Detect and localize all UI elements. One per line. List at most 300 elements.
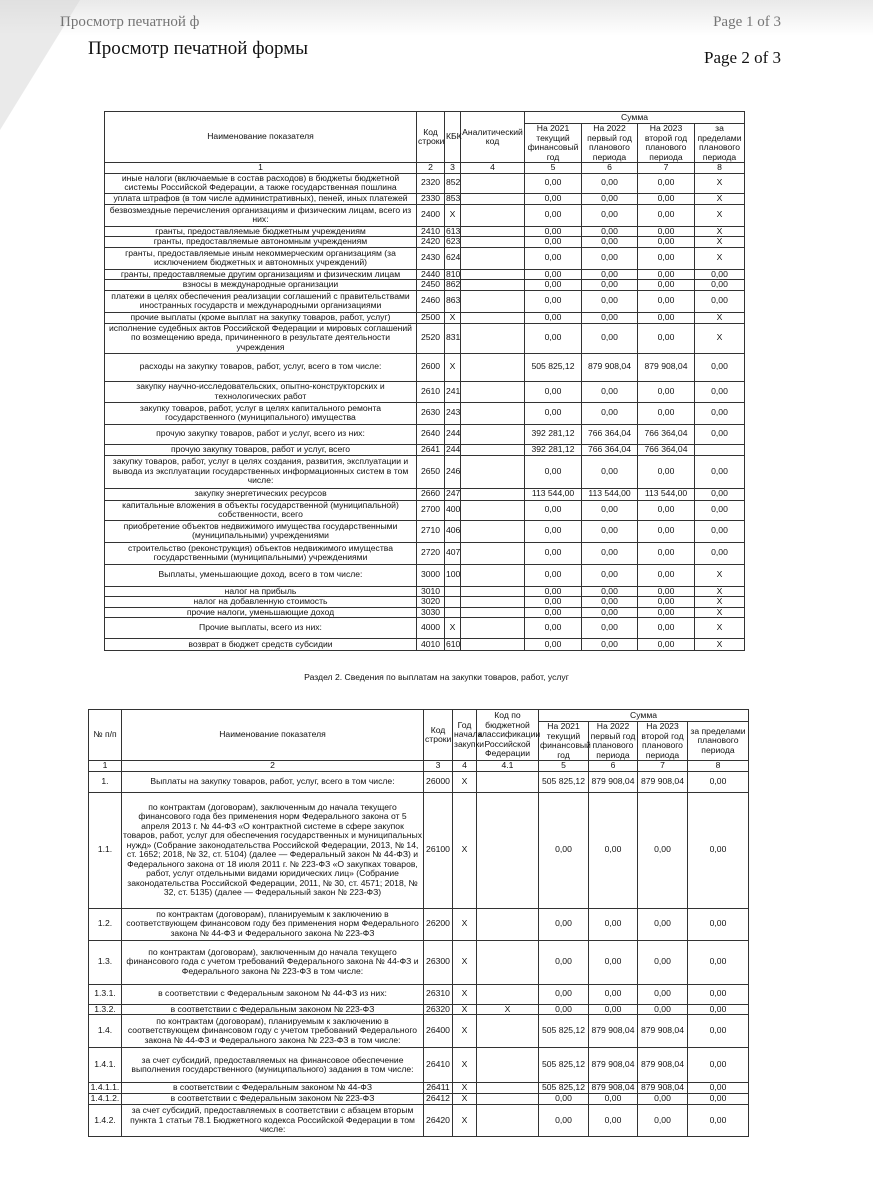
row-value-2023: 0,00 (638, 500, 695, 520)
row-value-2022: 879 908,04 (589, 1048, 638, 1083)
row-value-2023: 879 908,04 (638, 353, 695, 381)
row-value-2022: 879 908,04 (589, 1015, 638, 1048)
table-row (89, 771, 749, 792)
row-value-2021: 505 825,12 (539, 771, 589, 792)
col-header-2022: На 2022 первый год планового периода (589, 722, 638, 761)
row-name: по контрактам (договорам), планируемым к заключению в соответствующем финансовом году без применения норм Федерального закона № 44-ФЗ и Федерального закона № 223-ФЗ (122, 908, 424, 940)
row-kbk: 863 (445, 290, 461, 312)
row-analytic-code (461, 353, 525, 381)
row-value-2021: 0,00 (525, 269, 582, 280)
row-code: 2700 (417, 500, 445, 520)
col-header-analytic: Аналитический код (461, 112, 525, 163)
ghost-title: Просмотр печатной ф (60, 14, 200, 30)
row-analytic-code (461, 444, 525, 455)
row-analytic-code (461, 173, 525, 193)
row-value-2023: 0,00 (638, 312, 695, 323)
row-budget-code (477, 908, 539, 940)
row-code: 26420 (424, 1105, 453, 1137)
row-value-2021: 0,00 (525, 247, 582, 269)
row-kbk: 244 (446, 443, 461, 454)
table-row (89, 1094, 749, 1105)
row-value-2021: 0,00 (525, 586, 582, 597)
col-number: 8 (695, 163, 745, 174)
row-year: X (453, 1105, 477, 1137)
row-analytic-code (461, 488, 525, 500)
row-value-beyond: 0,00 (688, 792, 749, 908)
row-value-2022: 0,00 (582, 312, 638, 323)
col-header-beyond: за пределами планового периода (695, 124, 745, 163)
row-value-2022: 0,00 (589, 908, 638, 940)
row-number: 1.4. (89, 1015, 122, 1048)
row-analytic-code (461, 639, 525, 651)
row-analytic-code (461, 402, 525, 424)
row-value-beyond: X (695, 247, 745, 269)
row-code: 26412 (424, 1094, 453, 1105)
table-row (89, 1048, 749, 1083)
row-value-beyond: 0,00 (695, 500, 745, 520)
row-kbk: 853 (446, 192, 461, 203)
table-row (89, 1105, 749, 1137)
table-row (105, 639, 745, 651)
row-value-beyond: 0,00 (688, 1048, 749, 1083)
row-name: иные налоги (включаемые в состав расходов) в бюджеты бюджетной системы Российской Федерации, а также государственная пошлина (105, 173, 417, 193)
row-name: налог на прибыль (105, 586, 417, 597)
row-value-beyond: 0,00 (688, 1094, 749, 1105)
row-value-2021: 0,00 (525, 564, 582, 586)
row-code: 4000 (417, 618, 445, 639)
row-value-2022: 0,00 (589, 1004, 638, 1015)
row-name: по контрактам (договорам), заключенным до начала текущего финансового года с учетом требований Федерального закона № 44-ФЗ и Федерального закона № 223-ФЗ в том числе: (122, 940, 424, 984)
row-value-2021: 0,00 (525, 607, 582, 618)
row-value-beyond: X (695, 226, 745, 237)
row-value-2022: 0,00 (582, 323, 638, 353)
row-name: исполнение судебных актов Российской Федерации и мировых соглашений по возмещению вреда, причиненного в результате деятельности учреждения (105, 323, 417, 353)
row-value-beyond: 0,00 (695, 381, 745, 402)
row-value-2021: 0,00 (539, 984, 589, 1004)
table-row (105, 290, 745, 312)
row-code: 2640 (417, 424, 445, 444)
row-code: 26320 (424, 1004, 453, 1015)
row-name: капитальные вложения в объекты государственной (муниципальной) собственности, всего (105, 500, 417, 520)
table-row (105, 618, 745, 639)
row-analytic-code (461, 564, 525, 586)
row-value-2022: 0,00 (582, 586, 638, 597)
row-analytic-code (461, 455, 525, 488)
row-value-2023: 0,00 (638, 193, 695, 204)
row-value-2022: 0,00 (582, 618, 638, 639)
row-code: 26400 (424, 1015, 453, 1048)
row-value-2021: 0,00 (525, 381, 582, 402)
col-header-2023: На 2023 второй год планового периода (638, 124, 695, 163)
row-analytic-code (461, 586, 525, 597)
row-number: 1.4.1.1. (89, 1083, 122, 1094)
row-value-2023: 0,00 (638, 564, 695, 586)
col-number: 1 (89, 761, 122, 772)
row-value-beyond: 0,00 (688, 1083, 749, 1094)
row-value-2023: 879 908,04 (638, 1083, 688, 1094)
col-number: 2 (122, 761, 424, 772)
row-value-beyond: 0,00 (688, 984, 749, 1004)
row-value-beyond: X (695, 323, 745, 353)
col-header-kbk: КБК (445, 112, 461, 163)
row-budget-code (477, 792, 539, 908)
row-value-2022: 0,00 (582, 455, 638, 488)
row-code: 2641 (417, 444, 445, 455)
row-value-2021: 113 544,00 (525, 488, 582, 500)
col-number: 4 (453, 761, 477, 772)
table-row (105, 353, 745, 381)
row-kbk: 244 (445, 424, 461, 444)
row-code: 4010 (417, 639, 445, 651)
row-kbk: 243 (445, 402, 461, 424)
col-header-sum: Сумма (525, 112, 745, 124)
row-value-2022: 879 908,04 (582, 353, 638, 381)
row-analytic-code (461, 323, 525, 353)
table-row (89, 940, 749, 984)
col-number: 8 (688, 761, 749, 772)
row-analytic-code (461, 193, 525, 204)
row-kbk: 100 (445, 564, 461, 586)
col-header-2022: На 2022 первый год планового периода (582, 124, 638, 163)
col-number: 7 (638, 163, 695, 174)
row-budget-code: X (477, 1004, 539, 1015)
table-row (89, 1015, 749, 1048)
row-code: 2500 (417, 312, 445, 323)
row-budget-code (477, 1094, 539, 1105)
row-value-2022: 0,00 (582, 639, 638, 651)
row-name: прочие выплаты (кроме выплат на закупку товаров, работ, услуг) (105, 312, 417, 323)
row-name: по контрактам (договорам), планируемым к заключению в соответствующем финансовом году с учетом требований Федерального закона № 44-ФЗ и Федерального закона № 223-ФЗ в том числе: (122, 1015, 424, 1048)
row-value-2023: 0,00 (638, 402, 695, 424)
row-name: гранты, предоставляемые бюджетным учреждениям (105, 226, 417, 237)
row-code: 2710 (417, 520, 445, 542)
row-code: 3020 (417, 597, 445, 608)
row-name: по контрактам (договорам), заключенным до начала текущего финансового года без применения норм Федерального закона от 5 апреля 2013 г. № 44-ФЗ «О контрактной системе в сфере закупок товаров, работ, услуг для обеспечения государственных и муниципальных нужд» (Собрание законодательства Российской Федерации, 2013, № 14, ст. 1652; 2018, № 32, ст. 5104) (далее — Федеральный закон № 44-ФЗ) и Федерального закона от 18 июля 2011 г. № 223-ФЗ «О закупках товаров, работ, услуг отдельными видами юридических лиц» (Собрание законодательства Российской Федерации, 2011, № 30, ст. 4571; 2018, № 32, ст. 5135) (далее — Федеральный закон № 223-ФЗ) (122, 792, 424, 908)
row-kbk (445, 586, 461, 597)
row-value-2021: 0,00 (525, 226, 582, 237)
row-kbk: 831 (445, 323, 461, 353)
row-year: X (453, 1004, 477, 1015)
row-kbk: 852 (445, 173, 461, 193)
row-budget-code (477, 1048, 539, 1083)
row-code: 26410 (424, 1048, 453, 1083)
row-year: X (453, 1094, 477, 1105)
row-value-beyond: X (695, 597, 745, 608)
row-value-2023: 0,00 (638, 940, 688, 984)
row-value-2023: 879 908,04 (638, 1048, 688, 1083)
table-row (105, 269, 745, 280)
col-header-2021: На 2021 текущий финансовый год (540, 721, 591, 760)
col-header-budget-code: Код по бюджетной классификации Российской Федерации (477, 710, 539, 761)
row-kbk: X (445, 204, 461, 226)
row-value-beyond: 0,00 (695, 269, 745, 280)
table-row (105, 564, 745, 586)
row-value-2021: 0,00 (525, 323, 582, 353)
row-value-2023: 0,00 (638, 237, 695, 248)
table-row (105, 542, 745, 564)
row-value-2022: 0,00 (582, 247, 638, 269)
table-row (89, 1004, 749, 1015)
row-value-2021: 0,00 (525, 618, 582, 639)
row-value-2021: 0,00 (525, 542, 582, 564)
table-row (105, 444, 745, 455)
page-number-label: Page 2 of 3 (704, 48, 781, 67)
row-value-beyond: X (695, 193, 745, 204)
row-name: Выплаты, уменьшающие доход, всего в том числе: (105, 564, 417, 586)
row-year: X (453, 792, 477, 908)
table-row (105, 173, 745, 193)
row-code: 2460 (417, 290, 445, 312)
row-year: X (453, 908, 477, 940)
row-code: 2330 (417, 193, 445, 204)
row-analytic-code (461, 520, 525, 542)
row-value-2022: 879 908,04 (589, 1083, 638, 1094)
row-name: прочие налоги, уменьшающие доход (105, 607, 417, 618)
row-value-2023: 0,00 (638, 908, 688, 940)
col-number: 3 (445, 163, 461, 174)
table-row (105, 247, 745, 269)
row-code: 2660 (417, 488, 445, 500)
row-value-2022: 0,00 (582, 173, 638, 193)
row-value-2023: 0,00 (638, 290, 695, 312)
row-kbk: X (445, 312, 461, 323)
row-analytic-code (461, 290, 525, 312)
row-value-2023: 879 908,04 (638, 771, 688, 792)
row-value-2021: 392 281,12 (525, 424, 582, 444)
row-value-2022: 766 364,04 (582, 424, 638, 444)
row-value-2023: 0,00 (638, 792, 688, 908)
table-row (105, 488, 745, 500)
row-value-2023: 0,00 (638, 1004, 688, 1015)
row-code: 2420 (417, 237, 445, 248)
row-value-2022: 0,00 (582, 381, 638, 402)
table-row (105, 500, 745, 520)
row-number: 1.3.1. (89, 984, 122, 1004)
row-name: прочую закупку товаров, работ и услуг, всего из них: (105, 424, 417, 444)
row-name: гранты, предоставляемые другим организациям и физическим лицам (105, 269, 417, 280)
row-value-2021: 0,00 (525, 237, 582, 248)
row-name: возврат в бюджет средств субсидии (105, 639, 417, 651)
table-row (105, 280, 745, 291)
print-preview-title: Просмотр печатной формы (88, 38, 309, 59)
col-number: 2 (417, 163, 445, 174)
row-code: 26000 (424, 771, 453, 792)
row-analytic-code (461, 381, 525, 402)
row-value-2022: 0,00 (582, 193, 638, 204)
row-code: 2450 (417, 280, 445, 291)
row-code: 2650 (417, 455, 445, 488)
col-number: 6 (582, 163, 638, 174)
row-name: в соответствии с Федеральным законом № 223-ФЗ (122, 1004, 424, 1015)
row-value-beyond: X (695, 586, 745, 597)
row-value-beyond: 0,00 (688, 1105, 749, 1137)
row-name: гранты, предоставляемые иным некоммерческим организациям (за исключением бюджетных и автономных учреждений) (105, 247, 417, 269)
row-kbk: 407 (445, 542, 461, 564)
row-value-2022: 0,00 (582, 542, 638, 564)
row-number: 1.4.1.2. (89, 1094, 122, 1105)
col-number: 1 (105, 163, 417, 174)
row-code: 2720 (417, 542, 445, 564)
row-number: 1.3.2. (89, 1004, 122, 1015)
row-code: 2410 (417, 226, 445, 237)
col-header-name: Наименование показателя (105, 112, 417, 163)
row-analytic-code (461, 500, 525, 520)
col-header-sum: Сумма (539, 710, 749, 722)
row-value-2021: 0,00 (539, 792, 589, 908)
row-kbk (445, 607, 461, 618)
row-value-2022: 0,00 (582, 402, 638, 424)
row-kbk: 610 (446, 638, 461, 649)
row-value-beyond: 0,00 (695, 542, 745, 564)
row-code: 3010 (417, 586, 445, 597)
row-value-2023: 0,00 (638, 226, 695, 237)
row-value-2021: 505 825,12 (525, 353, 582, 381)
row-year: X (453, 1015, 477, 1048)
row-value-2023: 0,00 (638, 173, 695, 193)
row-value-2022: 0,00 (589, 1094, 638, 1105)
row-code: 2610 (417, 381, 445, 402)
col-header-code: Код строки (424, 710, 453, 761)
row-kbk: 862 (446, 279, 461, 289)
column-number-row (105, 163, 745, 174)
row-analytic-code (461, 424, 525, 444)
row-budget-code (477, 1105, 539, 1137)
row-value-2023: 0,00 (638, 520, 695, 542)
row-name: закупку товаров, работ, услуг в целях капитального ремонта государственного (муниципального) имущества (105, 402, 417, 424)
row-code: 2400 (417, 204, 445, 226)
row-value-2022: 0,00 (582, 204, 638, 226)
row-analytic-code (461, 618, 525, 639)
row-value-2021: 505 825,12 (539, 1048, 589, 1083)
row-analytic-code (461, 226, 525, 237)
row-budget-code (477, 1015, 539, 1048)
row-value-2022: 0,00 (589, 792, 638, 908)
procurement-table (88, 709, 749, 1137)
row-value-2021: 505 825,12 (539, 1015, 589, 1048)
table-row (89, 984, 749, 1004)
row-year: X (453, 1048, 477, 1083)
row-value-beyond: X (695, 564, 745, 586)
row-code: 2600 (417, 353, 445, 381)
row-value-2022: 0,00 (582, 290, 638, 312)
col-header-code: Код строки (417, 112, 445, 163)
table-row (89, 908, 749, 940)
table-row (105, 520, 745, 542)
row-value-2023: 0,00 (638, 607, 695, 618)
col-number: 5 (539, 761, 589, 772)
row-code: 26100 (424, 792, 453, 908)
row-name: в соответствии с Федеральным законом № 44-ФЗ (122, 1083, 424, 1094)
row-value-2022: 0,00 (582, 500, 638, 520)
row-value-2021: 0,00 (525, 312, 582, 323)
col-number: 4.1 (477, 761, 539, 772)
row-code: 26200 (424, 908, 453, 940)
row-value-beyond: X (695, 237, 745, 248)
row-number: 1. (89, 771, 122, 792)
row-value-2023: 0,00 (638, 247, 695, 269)
row-analytic-code (461, 312, 525, 323)
col-header-year: Год начала закупки (453, 710, 477, 761)
row-code: 2630 (417, 402, 445, 424)
row-value-beyond (695, 444, 745, 455)
row-name: в соответствии с Федеральным законом № 44-ФЗ из них: (122, 984, 424, 1004)
table-row (105, 323, 745, 353)
row-value-beyond: 0,00 (695, 353, 745, 381)
ghost-page-label: Page 1 of 3 (713, 14, 781, 30)
row-value-2023: 0,00 (638, 1105, 688, 1137)
row-value-beyond: 0,00 (695, 290, 745, 312)
row-value-2022: 0,00 (582, 269, 638, 280)
row-name: закупку товаров, работ, услуг в целях создания, развития, эксплуатации и вывода из эксплуатации государственных информационных систем в том числе: (105, 455, 417, 488)
row-value-2023: 0,00 (638, 618, 695, 639)
row-value-beyond: X (695, 618, 745, 639)
table-row (105, 424, 745, 444)
row-code: 3000 (417, 564, 445, 586)
row-name: взносы в международные организации (105, 280, 417, 291)
row-value-beyond: 0,00 (695, 520, 745, 542)
row-value-2021: 0,00 (525, 290, 582, 312)
row-value-2021: 0,00 (525, 280, 582, 291)
row-value-2023: 766 364,04 (638, 444, 695, 455)
row-value-2023: 766 364,04 (638, 424, 695, 444)
row-value-2021: 505 825,12 (539, 1083, 589, 1094)
table-row (105, 226, 745, 237)
row-code: 2520 (417, 323, 445, 353)
row-name: прочую закупку товаров, работ и услуг, всего (105, 444, 417, 455)
row-code: 26411 (424, 1083, 453, 1094)
row-value-beyond: 0,00 (695, 424, 745, 444)
row-value-2021: 0,00 (539, 908, 589, 940)
row-value-2022: 879 908,04 (589, 771, 638, 792)
row-name: Выплаты на закупку товаров, работ, услуг, всего в том числе: (122, 771, 424, 792)
expenses-table (104, 111, 745, 651)
row-value-2023: 113 544,00 (638, 488, 695, 500)
section-2-title: Раздел 2. Сведения по выплатам на закупки товаров, работ, услуг (304, 672, 569, 682)
col-number: 7 (638, 761, 688, 772)
row-value-2023: 0,00 (638, 455, 695, 488)
row-name: безвозмездные перечисления организациям и физическим лицам, всего из них: (105, 204, 417, 226)
row-value-2021: 0,00 (539, 940, 589, 984)
table-row (105, 597, 745, 608)
row-value-2021: 0,00 (525, 520, 582, 542)
row-value-2022: 0,00 (589, 984, 638, 1004)
col-header-name: Наименование показателя (122, 710, 424, 761)
row-analytic-code (461, 607, 525, 618)
row-analytic-code (461, 280, 525, 291)
row-kbk: 613 (446, 225, 461, 236)
row-code: 2440 (417, 269, 445, 280)
row-name: в соответствии с Федеральным законом № 223-ФЗ (122, 1094, 424, 1105)
row-value-2022: 0,00 (582, 237, 638, 248)
row-analytic-code (461, 204, 525, 226)
row-value-beyond: 0,00 (688, 1004, 749, 1015)
row-value-2021: 0,00 (525, 639, 582, 651)
row-value-2023: 0,00 (638, 204, 695, 226)
row-name: платежи в целях обеспечения реализации соглашений с правительствами иностранных государств и международными организациями (105, 290, 417, 312)
table-row (105, 455, 745, 488)
row-value-beyond: 0,00 (688, 771, 749, 792)
row-value-2022: 0,00 (582, 520, 638, 542)
row-value-2022: 113 544,00 (582, 488, 638, 500)
col-number: 4 (461, 163, 525, 174)
row-value-beyond: 0,00 (695, 402, 745, 424)
table-row (105, 607, 745, 618)
table-row (89, 1083, 749, 1094)
table-row (105, 402, 745, 424)
row-budget-code (477, 1083, 539, 1094)
row-value-2023: 0,00 (638, 1094, 688, 1105)
col-header-2021: На 2021 текущий финансовый год (525, 124, 582, 163)
